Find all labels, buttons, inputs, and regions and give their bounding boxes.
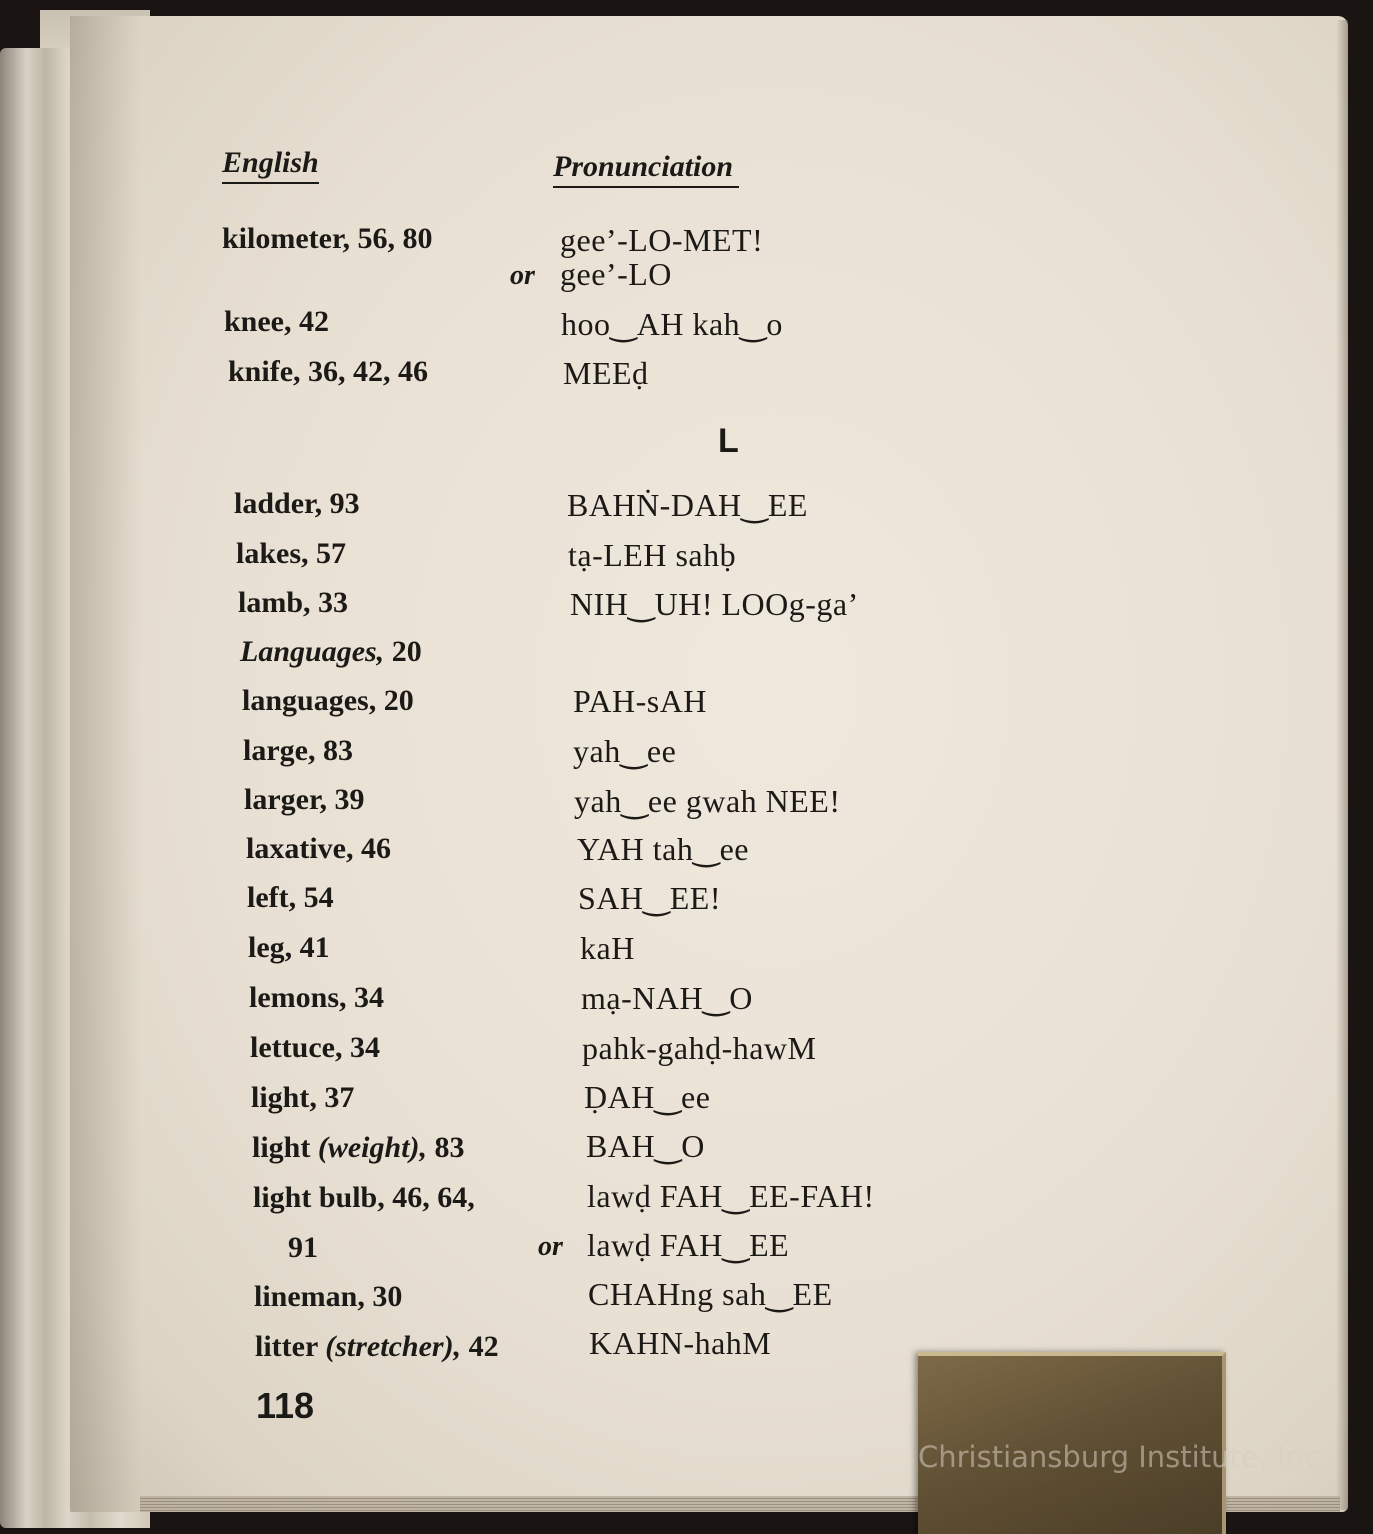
entry-english-ladder: ladder, 93 xyxy=(234,487,360,520)
entry-pron-litter: KAHN-hahM xyxy=(589,1325,772,1361)
entry-pron-large: yah‿ee xyxy=(573,733,677,769)
light-weight-word: light xyxy=(252,1131,318,1164)
entry-english-lettuce: lettuce, 34 xyxy=(250,1031,380,1064)
entry-english-knee: knee, 42 xyxy=(224,305,329,338)
or-label-2: or xyxy=(538,1231,563,1262)
entry-pron-light-bulb-alt: lawḍ FAH‿EE xyxy=(587,1227,790,1263)
page-right-edge xyxy=(1336,20,1348,1510)
light-weight-qualifier: (weight), xyxy=(317,1131,428,1164)
entry-pron-knee: hoo‿AH kah‿o xyxy=(561,306,783,342)
entry-english-larger: larger, 39 xyxy=(244,783,365,816)
spine-shadow xyxy=(70,16,140,1512)
entry-pron-lineman: CHAHng sah‿EE xyxy=(588,1276,833,1312)
litter-word: litter xyxy=(255,1330,326,1363)
entry-english-lineman: lineman, 30 xyxy=(254,1280,403,1313)
entry-english-lakes: lakes, 57 xyxy=(236,537,347,570)
entry-english-languages: languages, 20 xyxy=(242,684,414,717)
languages-heading-number: 20 xyxy=(384,635,422,668)
entry-pron-lakes: tạ-LEH sahḅ xyxy=(568,537,737,573)
english-column-header: English xyxy=(222,148,319,184)
entry-english-knife: knife, 36, 42, 46 xyxy=(228,355,429,388)
entry-pron-light: ḌAH‿ee xyxy=(584,1079,711,1115)
entry-english-kilometer: kilometer, 56, 80 xyxy=(222,222,433,255)
entry-pron-leg: kaH xyxy=(580,930,635,966)
entry-english-lemons: lemons, 34 xyxy=(249,981,384,1014)
entry-pron-laxative: YAH tah‿ee xyxy=(577,831,749,867)
entry-pron-lemons: mạ-NAH‿O xyxy=(581,980,753,1016)
entry-english-light-bulb-cont: 91 xyxy=(288,1231,318,1264)
page-number: 118 xyxy=(256,1385,315,1426)
entry-pron-lamb: NIH‿UH! LOOg-ga’ xyxy=(570,586,859,622)
entry-pron-light-bulb: lawḍ FAH‿EE-FAH! xyxy=(587,1178,875,1214)
languages-heading-italic: Languages, xyxy=(240,635,385,668)
entry-english-light-weight xyxy=(252,1133,465,1163)
pronunciation-column-header: Pronunciation xyxy=(553,152,739,188)
section-letter: L xyxy=(718,422,739,460)
entry-english-lamb: lamb, 33 xyxy=(238,586,349,619)
entry-english-leg: leg, 41 xyxy=(248,931,330,964)
watermark: Christiansburg Institute, Inc xyxy=(918,1440,1320,1474)
entry-pron-kilometer-alt: gee’-LO xyxy=(560,256,672,292)
entry-pron-kilometer: gee’-LO-MET! xyxy=(560,222,764,258)
entry-pron-larger: yah‿ee gwah NEE! xyxy=(574,783,841,819)
entry-pron-ladder: BAHṄ-DAH‿EE xyxy=(567,487,808,523)
entry-pron-lettuce: pahk-gahḍ-hawM xyxy=(582,1030,817,1066)
entry-english-light: light, 37 xyxy=(251,1081,355,1114)
entry-english-languages-heading xyxy=(240,637,422,667)
entry-pron-languages: PAH-sAH xyxy=(573,683,707,719)
light-weight-number: 83 xyxy=(427,1131,465,1164)
entry-english-light-bulb: light bulb, 46, 64, xyxy=(253,1181,475,1214)
entry-english-laxative: laxative, 46 xyxy=(246,832,391,865)
or-label: or xyxy=(510,260,535,291)
entry-pron-left: SAH‿EE! xyxy=(578,880,721,916)
entry-english-litter xyxy=(255,1332,499,1362)
entry-english-large: large, 83 xyxy=(243,734,353,767)
entry-english-left: left, 54 xyxy=(247,881,334,914)
litter-number: 42 xyxy=(461,1330,499,1363)
entry-pron-light-weight: BAH‿O xyxy=(586,1128,705,1164)
litter-qualifier: (stretcher), xyxy=(325,1330,462,1363)
entry-pron-knife: MEEḍ xyxy=(563,355,649,391)
